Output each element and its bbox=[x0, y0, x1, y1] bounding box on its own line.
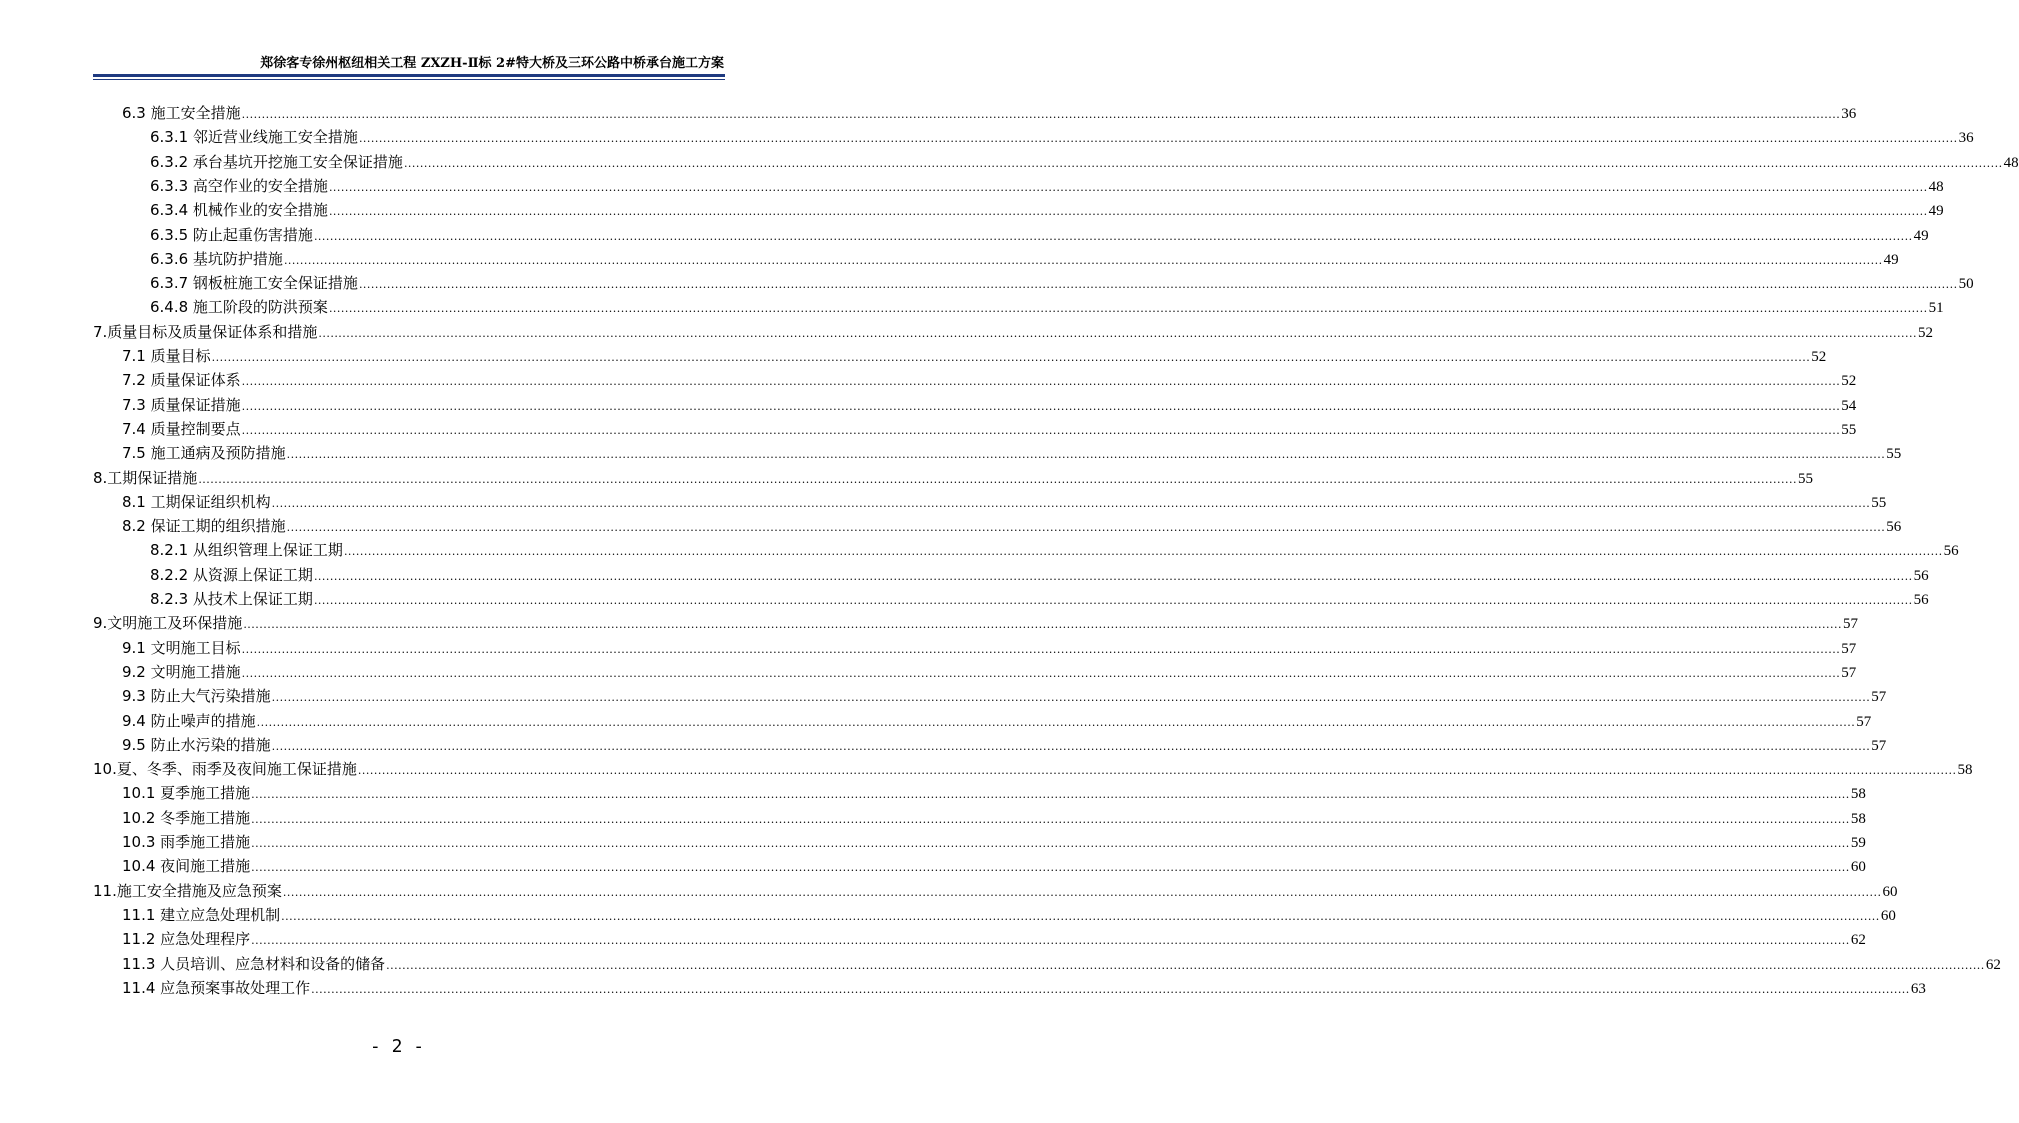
toc-entry[interactable] bbox=[93, 467, 1813, 489]
toc-entry-label: 8.工期保证措施 bbox=[93, 469, 198, 487]
toc-leader-dots: ................................................................................................................................................................................................................................................................................................................................................................................................................ bbox=[211, 351, 1811, 364]
toc-entry-page: 56 bbox=[1913, 592, 1929, 608]
toc-leader-dots: ................................................................................................................................................................................................................................................................................................................................................................................................................ bbox=[286, 521, 1886, 534]
toc-entry-page: 57 bbox=[1871, 689, 1887, 705]
toc-entry[interactable] bbox=[93, 321, 1933, 343]
toc-entry-label: 10.3 雨季施工措施 bbox=[122, 833, 251, 851]
toc-entry[interactable] bbox=[122, 928, 1866, 950]
toc-leader-dots: ................................................................................................................................................................................................................................................................................................................................................................................................................ bbox=[403, 157, 2003, 170]
toc-entry-page: 48 bbox=[2003, 155, 2019, 171]
toc-entry[interactable] bbox=[122, 710, 1872, 732]
toc-entry-label: 11.1 建立应急处理机制 bbox=[122, 906, 281, 924]
toc-entry-label: 11.2 应急处理程序 bbox=[122, 930, 251, 948]
toc-leader-dots: ................................................................................................................................................................................................................................................................................................................................................................................................................ bbox=[251, 813, 1850, 826]
header-rule-thin bbox=[93, 79, 725, 80]
toc-entry[interactable] bbox=[122, 491, 1887, 513]
toc-entry[interactable] bbox=[150, 564, 1929, 586]
toc-entry-label: 8.2 保证工期的组织措施 bbox=[122, 517, 286, 535]
toc-entry-page: 62 bbox=[1985, 957, 2001, 973]
toc-entry[interactable] bbox=[150, 151, 2019, 173]
toc-leader-dots: ................................................................................................................................................................................................................................................................................................................................................................................................................ bbox=[241, 375, 1841, 388]
toc-entry-page: 49 bbox=[1928, 203, 1944, 219]
toc-entry-label: 7.2 质量保证体系 bbox=[122, 371, 241, 389]
toc-entry-label: 11.4 应急预案事故处理工作 bbox=[122, 979, 311, 997]
toc-entry-page: 57 bbox=[1842, 616, 1858, 632]
toc-entry[interactable] bbox=[122, 831, 1866, 853]
toc-entry[interactable] bbox=[150, 539, 1959, 561]
toc-leader-dots: ................................................................................................................................................................................................................................................................................................................................................................................................................ bbox=[241, 643, 1841, 656]
toc-entry-label: 7.3 质量保证措施 bbox=[122, 396, 241, 414]
toc-entry-label: 7.4 质量控制要点 bbox=[122, 420, 241, 438]
toc-leader-dots: ................................................................................................................................................................................................................................................................................................................................................................................................................ bbox=[251, 837, 1850, 850]
toc-leader-dots: ................................................................................................................................................................................................................................................................................................................................................................................................................ bbox=[241, 667, 1841, 680]
toc-leader-dots: ................................................................................................................................................................................................................................................................................................................................................................................................................ bbox=[313, 230, 1913, 243]
running-header: 郑徐客专徐州枢纽相关工程 ZXZH-Ⅱ标 2#特大桥及三环公路中桥承台施工方案 bbox=[260, 56, 724, 71]
page-number: - 2 - bbox=[369, 1036, 425, 1057]
toc-leader-dots: ................................................................................................................................................................................................................................................................................................................................................................................................................ bbox=[283, 254, 1883, 267]
toc-entry-label: 9.1 文明施工目标 bbox=[122, 639, 241, 657]
toc-entry-page: 59 bbox=[1850, 835, 1866, 851]
toc-entry[interactable] bbox=[122, 515, 1902, 537]
toc-entry-page: 52 bbox=[1917, 325, 1933, 341]
toc-entry[interactable] bbox=[122, 904, 1896, 926]
toc-leader-dots: ................................................................................................................................................................................................................................................................................................................................................................................................................ bbox=[311, 983, 1910, 996]
toc-leader-dots: ................................................................................................................................................................................................................................................................................................................................................................................................................ bbox=[328, 205, 1928, 218]
toc-entry[interactable] bbox=[122, 369, 1857, 391]
toc-entry-page: 63 bbox=[1910, 981, 1926, 997]
toc-entry[interactable] bbox=[122, 782, 1866, 804]
toc-entry-label: 11.3 人员培训、应急材料和设备的储备 bbox=[122, 955, 386, 973]
toc-entry-page: 57 bbox=[1841, 641, 1857, 657]
toc-leader-dots: ................................................................................................................................................................................................................................................................................................................................................................................................................ bbox=[313, 570, 1913, 583]
toc-entry-page: 58 bbox=[1850, 786, 1866, 802]
toc-leader-dots: ................................................................................................................................................................................................................................................................................................................................................................................................................ bbox=[251, 934, 1850, 947]
toc-leader-dots: ................................................................................................................................................................................................................................................................................................................................................................................................................ bbox=[357, 764, 1957, 777]
toc-entry[interactable] bbox=[150, 248, 1899, 270]
toc-entry[interactable] bbox=[150, 588, 1929, 610]
toc-entry[interactable] bbox=[150, 126, 1974, 148]
toc-entry-page: 51 bbox=[1928, 300, 1944, 316]
header-rule-thick bbox=[93, 74, 725, 77]
toc-leader-dots: ................................................................................................................................................................................................................................................................................................................................................................................................................ bbox=[286, 448, 1886, 461]
toc-entry-page: 60 bbox=[1882, 884, 1898, 900]
toc-leader-dots: ................................................................................................................................................................................................................................................................................................................................................................................................................ bbox=[328, 302, 1928, 315]
toc-entry-label: 7.5 施工通病及预防措施 bbox=[122, 444, 286, 462]
toc-entry-label: 6.3.1 邻近营业线施工安全措施 bbox=[150, 128, 358, 146]
toc-entry[interactable] bbox=[122, 661, 1857, 683]
toc-entry-label: 7.质量目标及质量保证体系和措施 bbox=[93, 323, 318, 341]
toc-entry-label: 9.5 防止水污染的措施 bbox=[122, 736, 271, 754]
toc-leader-dots: ................................................................................................................................................................................................................................................................................................................................................................................................................ bbox=[271, 740, 1871, 753]
toc-entry[interactable] bbox=[122, 855, 1866, 877]
toc-entry-page: 49 bbox=[1883, 252, 1899, 268]
toc-entry-label: 6.3.4 机械作业的安全措施 bbox=[150, 201, 328, 219]
toc-entry[interactable] bbox=[93, 758, 1973, 780]
toc-entry[interactable] bbox=[122, 394, 1857, 416]
toc-entry[interactable] bbox=[122, 807, 1866, 829]
toc-entry-page: 56 bbox=[1886, 519, 1902, 535]
toc-leader-dots: ................................................................................................................................................................................................................................................................................................................................................................................................................ bbox=[282, 886, 1882, 899]
toc-entry-page: 50 bbox=[1958, 276, 1974, 292]
toc-leader-dots: ................................................................................................................................................................................................................................................................................................................................................................................................................ bbox=[271, 497, 1871, 510]
toc-entry-label: 10.4 夜间施工措施 bbox=[122, 857, 251, 875]
toc-entry-page: 62 bbox=[1850, 932, 1866, 948]
toc-entry[interactable] bbox=[150, 296, 1944, 318]
toc-entry[interactable] bbox=[122, 734, 1887, 756]
toc-entry-page: 57 bbox=[1871, 738, 1887, 754]
toc-entry-page: 55 bbox=[1797, 471, 1813, 487]
toc-entry-label: 8.1 工期保证组织机构 bbox=[122, 493, 271, 511]
toc-leader-dots: ................................................................................................................................................................................................................................................................................................................................................................................................................ bbox=[313, 594, 1913, 607]
toc-entry-label: 9.文明施工及环保措施 bbox=[93, 614, 243, 632]
toc-leader-dots: ................................................................................................................................................................................................................................................................................................................................................................................................................ bbox=[241, 108, 1841, 121]
toc-entry-label: 6.4.8 施工阶段的防洪预案 bbox=[150, 298, 328, 316]
toc-entry[interactable] bbox=[122, 345, 1827, 367]
toc-leader-dots: ................................................................................................................................................................................................................................................................................................................................................................................................................ bbox=[241, 400, 1841, 413]
toc-entry-label: 6.3.5 防止起重伤害措施 bbox=[150, 226, 313, 244]
toc-entry-label: 7.1 质量目标 bbox=[122, 347, 211, 365]
toc-entry-label: 6.3.6 基坑防护措施 bbox=[150, 250, 283, 268]
toc-entry[interactable] bbox=[122, 102, 1857, 124]
toc-leader-dots: ................................................................................................................................................................................................................................................................................................................................................................................................................ bbox=[198, 473, 1797, 486]
toc-entry-label: 6.3.2 承台基坑开挖施工安全保证措施 bbox=[150, 153, 403, 171]
toc-entry-label: 6.3.7 钢板桩施工安全保证措施 bbox=[150, 274, 358, 292]
toc-entry-page: 36 bbox=[1841, 106, 1857, 122]
toc-entry-page: 57 bbox=[1841, 665, 1857, 681]
toc-entry[interactable] bbox=[150, 175, 1944, 197]
toc-entry-label: 10.1 夏季施工措施 bbox=[122, 784, 251, 802]
toc-leader-dots: ................................................................................................................................................................................................................................................................................................................................................................................................................ bbox=[318, 327, 1917, 340]
toc-entry[interactable] bbox=[122, 685, 1887, 707]
toc-entry-page: 60 bbox=[1850, 859, 1866, 875]
toc-entry-label: 10.2 冬季施工措施 bbox=[122, 809, 251, 827]
toc-entry-page: 48 bbox=[1928, 179, 1944, 195]
toc-leader-dots: ................................................................................................................................................................................................................................................................................................................................................................................................................ bbox=[251, 788, 1850, 801]
toc-leader-dots: ................................................................................................................................................................................................................................................................................................................................................................................................................ bbox=[386, 959, 1985, 972]
toc-entry-label: 8.2.2 从资源上保证工期 bbox=[150, 566, 313, 584]
toc-entry-label: 11.施工安全措施及应急预案 bbox=[93, 882, 282, 900]
toc-entry-page: 56 bbox=[1913, 568, 1929, 584]
toc-entry-page: 36 bbox=[1958, 130, 1974, 146]
toc-entry-page: 58 bbox=[1850, 811, 1866, 827]
toc-entry-label: 9.4 防止噪声的措施 bbox=[122, 712, 256, 730]
toc-entry[interactable] bbox=[150, 272, 1974, 294]
toc-entry-page: 55 bbox=[1841, 422, 1857, 438]
toc-entry-label: 9.3 防止大气污染措施 bbox=[122, 687, 271, 705]
toc-entry[interactable] bbox=[150, 199, 1944, 221]
toc-entry[interactable] bbox=[122, 442, 1902, 464]
toc-entry-label: 6.3.3 高空作业的安全措施 bbox=[150, 177, 328, 195]
toc-entry-page: 58 bbox=[1957, 762, 1973, 778]
toc-leader-dots: ................................................................................................................................................................................................................................................................................................................................................................................................................ bbox=[358, 132, 1958, 145]
toc-entry-page: 57 bbox=[1856, 714, 1872, 730]
toc-entry[interactable] bbox=[150, 224, 1929, 246]
toc-entry-label: 8.2.1 从组织管理上保证工期 bbox=[150, 541, 343, 559]
toc-entry-page: 56 bbox=[1943, 543, 1959, 559]
toc-entry-page: 60 bbox=[1880, 908, 1896, 924]
toc-leader-dots: ................................................................................................................................................................................................................................................................................................................................................................................................................ bbox=[343, 545, 1943, 558]
toc-entry-label: 9.2 文明施工措施 bbox=[122, 663, 241, 681]
toc-leader-dots: ................................................................................................................................................................................................................................................................................................................................................................................................................ bbox=[328, 181, 1928, 194]
toc-entry[interactable] bbox=[122, 953, 2001, 975]
toc-entry-page: 49 bbox=[1913, 228, 1929, 244]
toc-leader-dots: ................................................................................................................................................................................................................................................................................................................................................................................................................ bbox=[243, 618, 1842, 631]
toc-entry-page: 52 bbox=[1841, 373, 1857, 389]
toc-leader-dots: ................................................................................................................................................................................................................................................................................................................................................................................................................ bbox=[241, 424, 1841, 437]
toc-entry[interactable] bbox=[93, 880, 1898, 902]
toc-leader-dots: ................................................................................................................................................................................................................................................................................................................................................................................................................ bbox=[251, 861, 1850, 874]
toc-entry[interactable] bbox=[122, 418, 1857, 440]
toc-leader-dots: ................................................................................................................................................................................................................................................................................................................................................................................................................ bbox=[256, 716, 1856, 729]
toc-entry-page: 55 bbox=[1886, 446, 1902, 462]
toc-entry-label: 10.夏、冬季、雨季及夜间施工保证措施 bbox=[93, 760, 357, 778]
toc-entry-label: 8.2.3 从技术上保证工期 bbox=[150, 590, 313, 608]
toc-leader-dots: ................................................................................................................................................................................................................................................................................................................................................................................................................ bbox=[358, 278, 1958, 291]
toc-leader-dots: ................................................................................................................................................................................................................................................................................................................................................................................................................ bbox=[281, 910, 1880, 923]
toc-entry[interactable] bbox=[122, 637, 1857, 659]
toc-entry-page: 54 bbox=[1841, 398, 1857, 414]
toc-entry[interactable] bbox=[122, 977, 1926, 999]
toc-leader-dots: ................................................................................................................................................................................................................................................................................................................................................................................................................ bbox=[271, 691, 1871, 704]
toc-entry-page: 55 bbox=[1871, 495, 1887, 511]
toc-entry-label: 6.3 施工安全措施 bbox=[122, 104, 241, 122]
toc-entry-page: 52 bbox=[1811, 349, 1827, 365]
toc-entry[interactable] bbox=[93, 612, 1858, 634]
